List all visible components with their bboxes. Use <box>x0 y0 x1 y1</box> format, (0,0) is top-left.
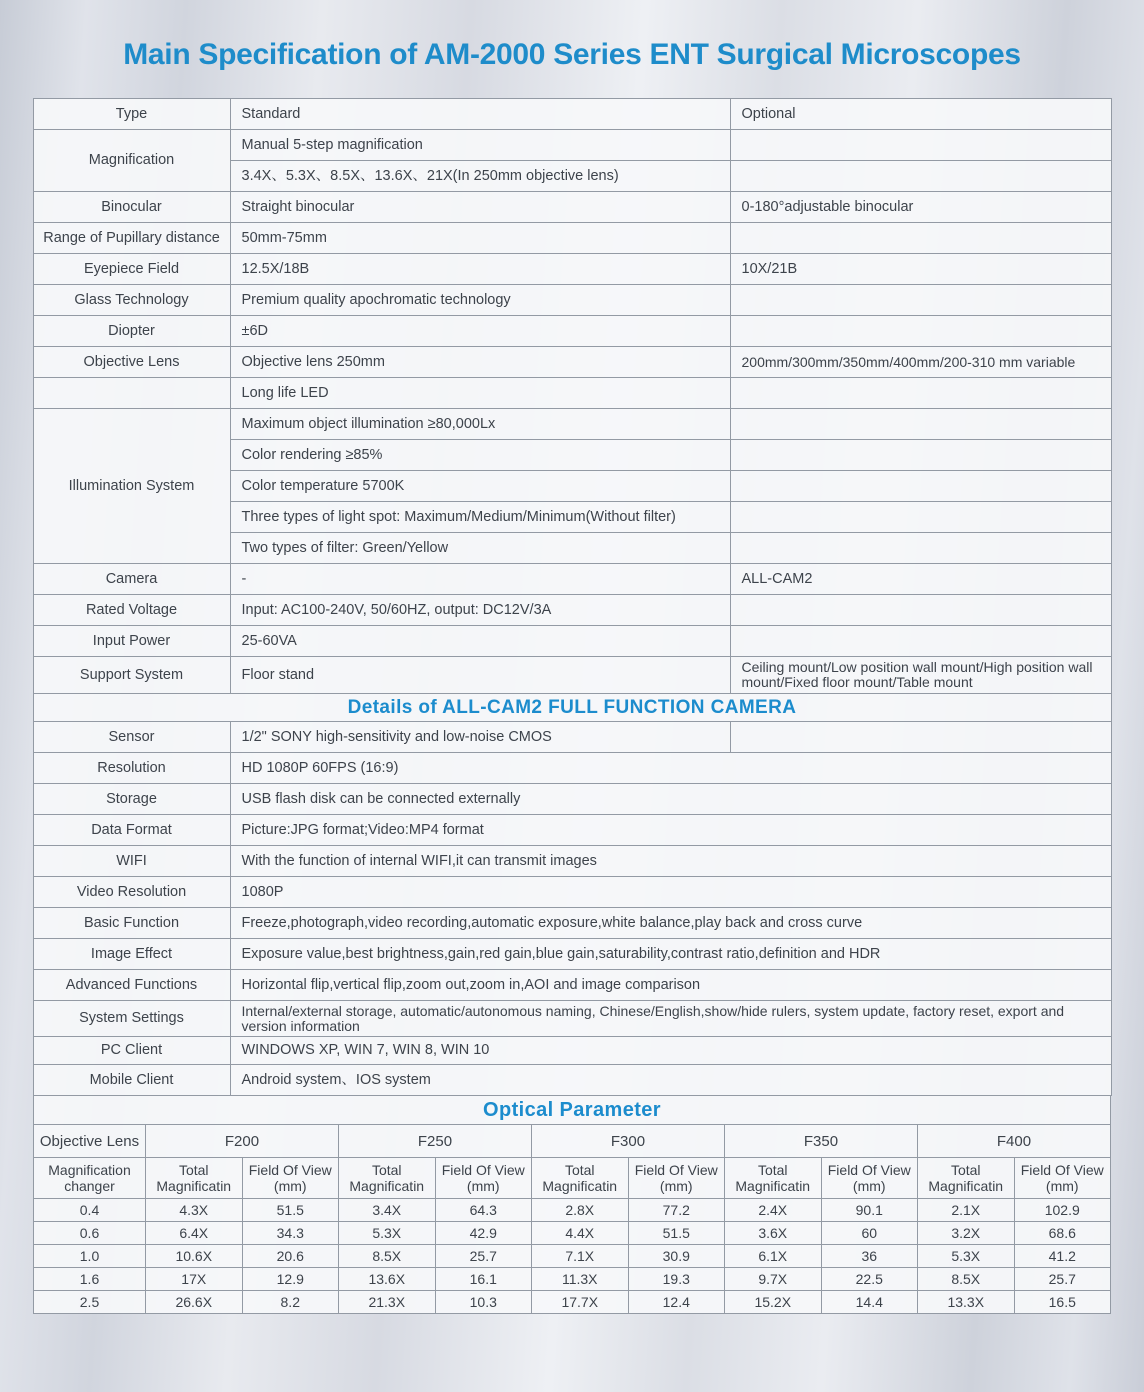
section-header-camera-details: Details of ALL-CAM2 FULL FUNCTION CAMERA <box>33 694 1111 722</box>
optical-cell: 25.7 <box>435 1245 532 1268</box>
optical-cell: 12.4 <box>628 1291 725 1314</box>
camera-row-value: With the function of internal WIFI,it can transmit images <box>230 846 1111 877</box>
spec-row-standard: - <box>230 564 730 595</box>
optical-group-f300: F300 <box>532 1125 725 1158</box>
spec-row-optional <box>730 502 1111 533</box>
optical-changer-header: Magnification changer <box>34 1158 146 1199</box>
optical-cell: 36 <box>821 1245 918 1268</box>
camera-row-value: Exposure value,best brightness,gain,red gain,blue gain,saturability,contrast ratio,definition and HDR <box>230 939 1111 970</box>
optical-cell: 2.8X <box>532 1199 629 1222</box>
spec-row-label: Objective Lens <box>33 347 230 378</box>
optical-corner-label: Objective Lens <box>34 1125 146 1158</box>
table-row <box>33 99 1111 130</box>
optical-cell: 2.5 <box>34 1291 146 1314</box>
spec-row-standard: Manual 5-step magnification <box>230 130 730 161</box>
table-row <box>33 564 1111 595</box>
spec-row-optional <box>730 471 1111 502</box>
optical-cell: 30.9 <box>628 1245 725 1268</box>
table-row <box>33 908 1111 939</box>
optical-cell: 9.7X <box>725 1268 822 1291</box>
optical-cell: 14.4 <box>821 1291 918 1314</box>
spec-row-optional <box>730 626 1111 657</box>
camera-row-value: Horizontal flip,vertical flip,zoom out,zoom in,AOI and image comparison <box>230 970 1111 1001</box>
optical-mag-header: Total Magnificatin <box>146 1158 243 1199</box>
spec-sheet-page <box>0 36 1144 1392</box>
optical-cell: 41.2 <box>1014 1245 1111 1268</box>
spec-row-label: Range of Pupillary distance <box>33 223 230 254</box>
spec-row-standard: Color rendering ≥85% <box>230 440 730 471</box>
table-row <box>33 192 1111 223</box>
optical-cell: 8.5X <box>339 1245 436 1268</box>
spec-row-standard: Straight binocular <box>230 192 730 223</box>
table-row <box>34 1125 1111 1158</box>
spec-row-optional <box>730 595 1111 626</box>
optical-cell: 77.2 <box>628 1199 725 1222</box>
table-row <box>33 657 1111 694</box>
table-row <box>33 347 1111 378</box>
table-row <box>33 939 1111 970</box>
spec-row-optional <box>730 316 1111 347</box>
table-row <box>33 223 1111 254</box>
table-row <box>33 316 1111 347</box>
optical-cell: 2.1X <box>918 1199 1015 1222</box>
table-row <box>34 1199 1111 1222</box>
optical-fov-header: Field Of View (mm) <box>435 1158 532 1199</box>
table-row <box>33 378 1111 409</box>
table-row <box>33 784 1111 815</box>
spec-row-standard: Input: AC100-240V, 50/60HZ, output: DC12V/3A <box>230 595 730 626</box>
spec-row-standard: 25-60VA <box>230 626 730 657</box>
optical-cell: 26.6X <box>146 1291 243 1314</box>
camera-row-value: WINDOWS XP, WIN 7, WIN 8, WIN 10 <box>230 1037 1111 1065</box>
optical-cell: 4.4X <box>532 1222 629 1245</box>
optical-cell: 102.9 <box>1014 1199 1111 1222</box>
spec-row-optional <box>730 378 1111 409</box>
table-row <box>34 1158 1111 1199</box>
optical-cell: 51.5 <box>242 1199 339 1222</box>
table-row <box>33 254 1111 285</box>
optical-cell: 16.1 <box>435 1268 532 1291</box>
spec-row-optional: ALL-CAM2 <box>730 564 1111 595</box>
spec-row-optional: 0-180°adjustable binocular <box>730 192 1111 223</box>
optical-cell: 20.6 <box>242 1245 339 1268</box>
optical-cell: 10.3 <box>435 1291 532 1314</box>
spec-row-label: Type <box>33 99 230 130</box>
optical-cell: 34.3 <box>242 1222 339 1245</box>
optical-cell: 8.2 <box>242 1291 339 1314</box>
optical-cell: 0.4 <box>34 1199 146 1222</box>
spec-row-standard: Standard <box>230 99 730 130</box>
spec-row-optional <box>730 161 1111 192</box>
table-row <box>33 1001 1111 1037</box>
optical-cell: 51.5 <box>628 1222 725 1245</box>
spec-row-label: Rated Voltage <box>33 595 230 626</box>
spec-row-label: Magnification <box>33 130 230 192</box>
camera-row-value: Internal/external storage, automatic/autonomous naming, Chinese/English,show/hide rulers, system update, factory reset, export and version information <box>230 1001 1111 1037</box>
optical-cell: 3.4X <box>339 1199 436 1222</box>
table-row <box>34 1268 1111 1291</box>
spec-row-label: Binocular <box>33 192 230 223</box>
table-row <box>33 1037 1111 1065</box>
table-row <box>33 722 1111 753</box>
camera-row-label: WIFI <box>33 846 230 877</box>
table-row <box>33 130 1111 161</box>
spec-row-optional <box>730 130 1111 161</box>
spec-row-optional <box>730 440 1111 471</box>
camera-row-value: Android system、IOS system <box>230 1065 1111 1096</box>
spec-row-optional: 200mm/300mm/350mm/400mm/200-310 mm variable <box>730 347 1111 378</box>
optical-mag-header: Total Magnificatin <box>918 1158 1015 1199</box>
spec-row-label: Input Power <box>33 626 230 657</box>
spec-row-standard: 3.4X、5.3X、8.5X、13.6X、21X(In 250mm objective lens) <box>230 161 730 192</box>
optical-fov-header: Field Of View (mm) <box>242 1158 339 1199</box>
optical-parameter-table <box>33 1095 1111 1314</box>
table-row <box>33 595 1111 626</box>
optical-cell: 68.6 <box>1014 1222 1111 1245</box>
spec-row-standard: 50mm-75mm <box>230 223 730 254</box>
spec-row-standard: Three types of light spot: Maximum/Medium/Minimum(Without filter) <box>230 502 730 533</box>
table-row <box>33 626 1111 657</box>
optical-cell: 6.1X <box>725 1245 822 1268</box>
table-row <box>33 694 1111 722</box>
spec-row-optional: 10X/21B <box>730 254 1111 285</box>
optical-cell: 1.0 <box>34 1245 146 1268</box>
spec-row-standard: Two types of filter: Green/Yellow <box>230 533 730 564</box>
optical-group-f200: F200 <box>146 1125 339 1158</box>
spec-row-standard: Floor stand <box>230 657 730 694</box>
camera-row-value: USB flash disk can be connected externally <box>230 784 1111 815</box>
camera-row-label: Data Format <box>33 815 230 846</box>
spec-row-label: Eyepiece Field <box>33 254 230 285</box>
optical-cell: 10.6X <box>146 1245 243 1268</box>
table-row <box>33 753 1111 784</box>
optical-cell: 0.6 <box>34 1222 146 1245</box>
spec-row-standard: Long life LED <box>230 378 730 409</box>
table-row <box>33 970 1111 1001</box>
optical-cell: 7.1X <box>532 1245 629 1268</box>
optical-cell: 12.9 <box>242 1268 339 1291</box>
optical-mag-header: Total Magnificatin <box>339 1158 436 1199</box>
table-row <box>33 1065 1111 1096</box>
optical-cell: 17X <box>146 1268 243 1291</box>
optical-cell: 90.1 <box>821 1199 918 1222</box>
optical-cell: 60 <box>821 1222 918 1245</box>
camera-row-label: System Settings <box>33 1001 230 1037</box>
spec-row-optional <box>730 223 1111 254</box>
optical-cell: 3.6X <box>725 1222 822 1245</box>
optical-cell: 13.6X <box>339 1268 436 1291</box>
optical-cell: 2.4X <box>725 1199 822 1222</box>
optical-group-f250: F250 <box>339 1125 532 1158</box>
spec-table <box>33 98 1112 1096</box>
optical-cell: 17.7X <box>532 1291 629 1314</box>
spec-row-optional <box>730 285 1111 316</box>
table-row <box>34 1291 1111 1314</box>
spec-row-standard: ±6D <box>230 316 730 347</box>
section-header-optical-parameter: Optical Parameter <box>34 1096 1111 1125</box>
spec-row-label: Illumination System <box>33 409 230 564</box>
spec-row-label: Camera <box>33 564 230 595</box>
camera-row-label: Image Effect <box>33 939 230 970</box>
table-row <box>33 877 1111 908</box>
spec-row-standard: Color temperature 5700K <box>230 471 730 502</box>
optical-cell: 6.4X <box>146 1222 243 1245</box>
spec-row-label: Glass Technology <box>33 285 230 316</box>
optical-cell: 4.3X <box>146 1199 243 1222</box>
camera-row-label: Storage <box>33 784 230 815</box>
spec-row-standard: Objective lens 250mm <box>230 347 730 378</box>
optical-cell: 22.5 <box>821 1268 918 1291</box>
spec-row-standard: Maximum object illumination ≥80,000Lx <box>230 409 730 440</box>
camera-row-label: Basic Function <box>33 908 230 939</box>
optical-cell: 25.7 <box>1014 1268 1111 1291</box>
camera-row-label: PC Client <box>33 1037 230 1065</box>
spec-row-optional <box>730 533 1111 564</box>
camera-row-label: Advanced Functions <box>33 970 230 1001</box>
spec-row-standard: 12.5X/18B <box>230 254 730 285</box>
camera-row-value: 1080P <box>230 877 1111 908</box>
optical-group-f350: F350 <box>725 1125 918 1158</box>
spec-row-label: Support System <box>33 657 230 694</box>
table-row <box>33 846 1111 877</box>
table-row <box>33 285 1111 316</box>
optical-group-f400: F400 <box>918 1125 1111 1158</box>
empty-cell <box>730 722 1111 753</box>
optical-cell: 5.3X <box>339 1222 436 1245</box>
optical-cell: 5.3X <box>918 1245 1015 1268</box>
spec-row-standard: Premium quality apochromatic technology <box>230 285 730 316</box>
camera-row-value: 1/2" SONY high-sensitivity and low-noise CMOS <box>230 722 730 753</box>
optical-mag-header: Total Magnificatin <box>532 1158 629 1199</box>
spec-row-optional <box>730 409 1111 440</box>
optical-fov-header: Field Of View (mm) <box>628 1158 725 1199</box>
optical-fov-header: Field Of View (mm) <box>821 1158 918 1199</box>
camera-row-value: Picture:JPG format;Video:MP4 format <box>230 815 1111 846</box>
optical-cell: 3.2X <box>918 1222 1015 1245</box>
spec-row-optional: Ceiling mount/Low position wall mount/High position wall mount/Fixed floor mount/Table mount <box>730 657 1111 694</box>
optical-cell: 1.6 <box>34 1268 146 1291</box>
optical-cell: 8.5X <box>918 1268 1015 1291</box>
camera-row-value: Freeze,photograph,video recording,automatic exposure,white balance,play back and cross curve <box>230 908 1111 939</box>
camera-row-label: Video Resolution <box>33 877 230 908</box>
camera-row-value: HD 1080P 60FPS (16:9) <box>230 753 1111 784</box>
optical-cell: 13.3X <box>918 1291 1015 1314</box>
camera-row-label: Resolution <box>33 753 230 784</box>
table-row <box>33 815 1111 846</box>
spec-row-label: Diopter <box>33 316 230 347</box>
optical-cell: 16.5 <box>1014 1291 1111 1314</box>
optical-fov-header: Field Of View (mm) <box>1014 1158 1111 1199</box>
optical-cell: 21.3X <box>339 1291 436 1314</box>
spec-row-label <box>33 378 230 409</box>
table-row <box>34 1096 1111 1125</box>
optical-cell: 11.3X <box>532 1268 629 1291</box>
optical-cell: 64.3 <box>435 1199 532 1222</box>
camera-row-label: Sensor <box>33 722 230 753</box>
table-row <box>33 409 1111 440</box>
page-title: Main Specification of AM-2000 Series ENT Surgical Microscopes <box>123 38 1021 71</box>
optical-mag-header: Total Magnificatin <box>725 1158 822 1199</box>
optical-cell: 42.9 <box>435 1222 532 1245</box>
spec-row-optional: Optional <box>730 99 1111 130</box>
table-row <box>34 1222 1111 1245</box>
optical-cell: 19.3 <box>628 1268 725 1291</box>
optical-cell: 15.2X <box>725 1291 822 1314</box>
table-row <box>34 1245 1111 1268</box>
camera-row-label: Mobile Client <box>33 1065 230 1096</box>
